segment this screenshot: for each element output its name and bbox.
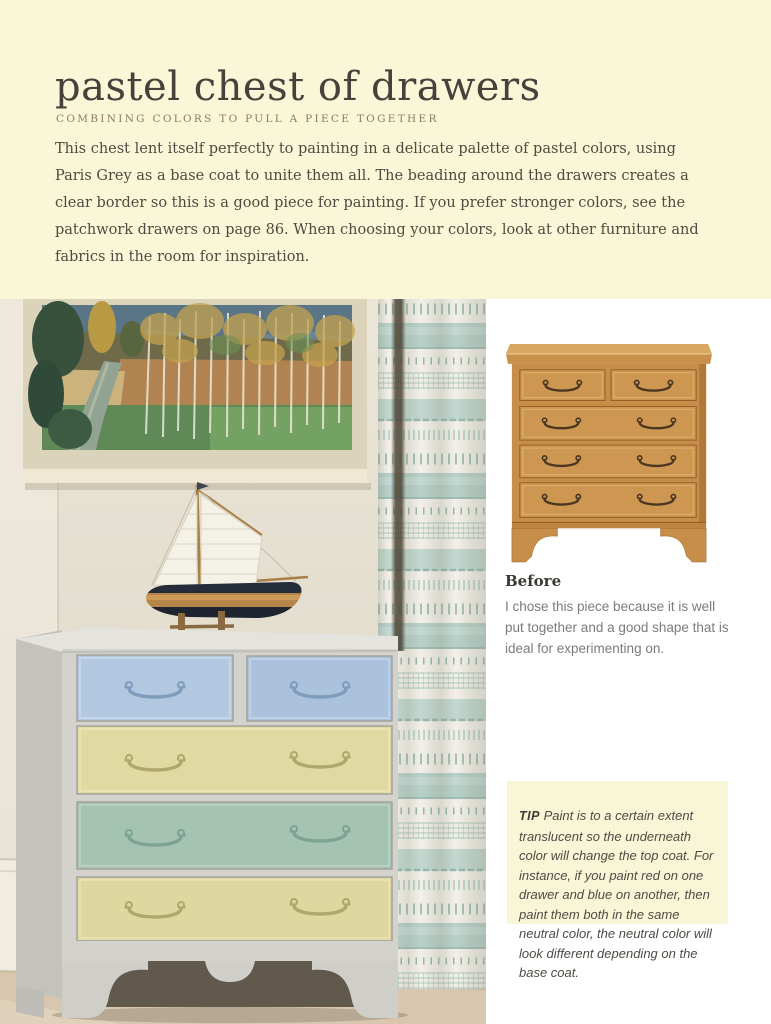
tip-label: TIP [519, 809, 540, 823]
page-subtitle: COMBINING COLORS TO PULL A PIECE TOGETHER [56, 113, 439, 125]
drawer-yellow-top [77, 726, 392, 794]
drawer-blue-right [247, 656, 392, 721]
before-photo [500, 336, 718, 572]
before-heading: Before [505, 572, 562, 590]
intro-paragraph: This chest lent itself perfectly to painting in a delicate palette of pastel colors, using Paris Grey as a base coat to unite them all. The beading around the drawers creates a clear border so this is a good piece for painting. If you prefer stronger colors, see the patchwork drawers on page 86. When choosing your colors, look at other furniture and fabrics in the room for inspiration. [55, 141, 699, 265]
main-photo [0, 299, 486, 1024]
painting-scene [28, 301, 355, 450]
drawer-green [77, 802, 392, 869]
tip-text [519, 806, 714, 983]
painted-chest [16, 628, 408, 1023]
drawer-blue-left [77, 655, 233, 721]
page-header [0, 0, 771, 299]
before-caption: I chose this piece because it is well put together and a good shape that is ideal for experimenting on. [505, 599, 729, 656]
drawer-yellow-bottom [77, 877, 392, 941]
tip-body: Paint is to a certain extent translucent so the underneath color will change the top coat. For instance, if you paint red on one drawer and blue on another, then paint them both in the same neutral color, the neutral color will look different depending on the base coat. [519, 808, 714, 980]
framed-painting [23, 299, 371, 490]
page-title: pastel chest of drawers [55, 64, 541, 110]
wooden-chest [506, 344, 712, 562]
tip-box [507, 781, 728, 980]
